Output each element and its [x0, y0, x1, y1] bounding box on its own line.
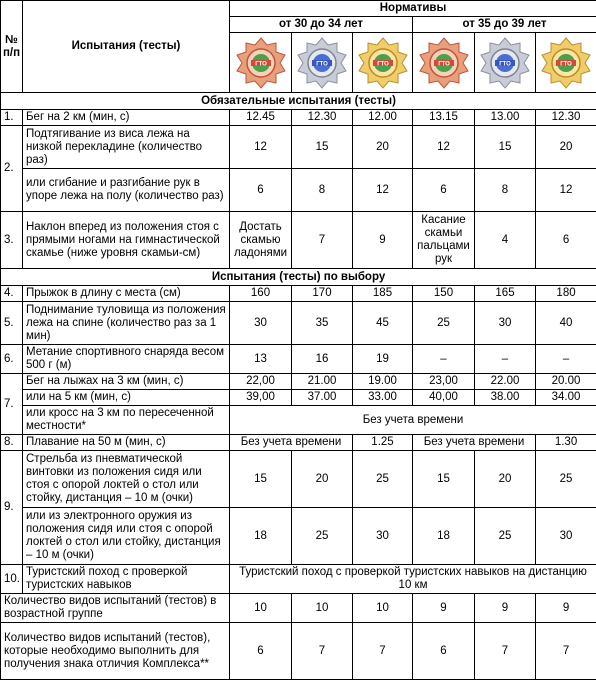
value-cell: 39,00: [230, 390, 292, 406]
badge-cell: [475, 33, 536, 93]
value-cell: 150: [413, 286, 475, 302]
svg-text:ГТО: ГТО: [560, 61, 572, 67]
normatives-header: Нормативы: [230, 1, 596, 17]
value-cell: 7: [292, 212, 353, 269]
value-cell: 16: [292, 345, 353, 374]
age-group-35-39: от 35 до 39 лет: [413, 17, 596, 33]
value-cell: 6: [230, 169, 292, 212]
value-cell: 13.00: [475, 110, 536, 126]
value-cell: 6: [536, 212, 596, 269]
value-cell: 15: [292, 126, 353, 169]
row-number: 4.: [1, 286, 23, 302]
age-group-30-34: от 30 до 34 лет: [230, 17, 413, 33]
optional-section-header: Испытания (тесты) по выбору: [1, 269, 596, 286]
bronze-badge-icon: [418, 37, 470, 89]
number-column-header: № п/п: [1, 1, 23, 93]
bronze-badge-icon: [235, 37, 287, 89]
value-cell: 8: [475, 169, 536, 212]
value-cell: 165: [475, 286, 536, 302]
value-cell: 35: [292, 302, 353, 345]
row-number: 6.: [1, 345, 23, 374]
value-cell: 6: [413, 623, 475, 680]
test-name: Метание спортивного снаряда весом 500 г (м): [23, 345, 230, 374]
row-number: 7.: [1, 374, 23, 435]
value-cell: 12: [353, 169, 413, 212]
value-cell: 21.00: [292, 374, 353, 390]
value-cell: 30: [353, 508, 413, 565]
value-cell: 6: [230, 623, 292, 680]
value-cell: 19: [353, 345, 413, 374]
value-cell: 12: [413, 126, 475, 169]
test-name: Подтягивание из виса лежа на низкой перекладине (количество раз): [23, 126, 230, 169]
row-number: 5.: [1, 302, 23, 345]
merged-value-cell: Без учета времени: [230, 435, 353, 451]
value-cell: 20: [353, 126, 413, 169]
value-cell: 1.30: [536, 435, 596, 451]
test-name: Поднимание туловища из положения лежа на спине (количество раз за 1 мин): [23, 302, 230, 345]
value-cell: 10: [353, 594, 413, 623]
gold-badge-icon: [540, 37, 592, 89]
test-name: Наклон вперед из положения стоя с прямыми ногами на гимнастической скамье (ниже уровня скамьи-см): [23, 212, 230, 269]
value-cell: 12.45: [230, 110, 292, 126]
value-cell: 185: [353, 286, 413, 302]
value-cell: 13.15: [413, 110, 475, 126]
value-cell: 30: [230, 302, 292, 345]
value-cell: 34.00: [536, 390, 596, 406]
value-cell: 8: [292, 169, 353, 212]
value-cell: 9: [475, 594, 536, 623]
value-cell: –: [536, 345, 596, 374]
badge-cell: [353, 33, 413, 93]
row-number: 1.: [1, 110, 23, 126]
value-cell: 15: [230, 451, 292, 508]
value-cell: 12: [230, 126, 292, 169]
test-name: Туристский поход с проверкой туристских навыков: [23, 565, 230, 594]
value-cell: 170: [292, 286, 353, 302]
summary-label: Количество видов испытаний (тестов), которые необходимо выполнить для получения знака отличия Комплекса**: [1, 623, 230, 680]
value-cell: 33.00: [353, 390, 413, 406]
mandatory-section-header: Обязательные испытания (тесты): [1, 93, 596, 110]
value-cell: 18: [230, 508, 292, 565]
value-cell: 15: [475, 126, 536, 169]
value-cell: Касание скамьи пальцами рук: [413, 212, 475, 269]
test-name: Плавание на 50 м (мин, с): [23, 435, 230, 451]
value-cell: 20.00: [536, 374, 596, 390]
value-cell: 7: [353, 623, 413, 680]
value-cell: 25: [353, 451, 413, 508]
svg-text:ГТО: ГТО: [254, 61, 267, 67]
value-cell: 20: [292, 451, 353, 508]
value-cell: 30: [475, 302, 536, 345]
value-cell: 22,00: [230, 374, 292, 390]
value-cell: 4: [475, 212, 536, 269]
value-cell: 40,00: [413, 390, 475, 406]
row-number: 8.: [1, 435, 23, 451]
value-cell: 45: [353, 302, 413, 345]
merged-value-cell: Без учета времени: [230, 406, 596, 435]
value-cell: 38.00: [475, 390, 536, 406]
value-cell: 25: [475, 508, 536, 565]
value-cell: 7: [475, 623, 536, 680]
test-name: Бег на 2 км (мин, с): [23, 110, 230, 126]
value-cell: 1.25: [353, 435, 413, 451]
value-cell: 6: [413, 169, 475, 212]
value-cell: 7: [536, 623, 596, 680]
summary-label: Количество видов испытаний (тестов) в возрастной группе: [1, 594, 230, 623]
value-cell: 10: [230, 594, 292, 623]
test-name: или на 5 км (мин, с): [23, 390, 230, 406]
value-cell: 18: [413, 508, 475, 565]
value-cell: 12.00: [353, 110, 413, 126]
silver-badge-icon: [296, 37, 348, 89]
badge-cell: [230, 33, 292, 93]
badge-cell: [292, 33, 353, 93]
value-cell: 20: [536, 126, 596, 169]
gold-badge-icon: [357, 37, 409, 89]
tests-column-header: Испытания (тесты): [23, 1, 230, 93]
svg-text:ГТО: ГТО: [316, 61, 328, 67]
svg-text:ГТО: ГТО: [376, 61, 389, 67]
test-name: Стрельба из пневматической винтовки из положения сидя или стоя с опорой локтей о стол или стойку, дистанция – 10 м (очки): [23, 451, 230, 508]
merged-value-cell: Туристский поход с проверкой туристских навыков на дистанцию 10 км: [230, 565, 596, 594]
row-number: 3.: [1, 212, 23, 269]
value-cell: 9: [536, 594, 596, 623]
row-number: 2.: [1, 126, 23, 212]
value-cell: 23,00: [413, 374, 475, 390]
value-cell: 25: [413, 302, 475, 345]
value-cell: –: [475, 345, 536, 374]
value-cell: 9: [353, 212, 413, 269]
test-name: Прыжок в длину с места (см): [23, 286, 230, 302]
row-number: 10.: [1, 565, 23, 594]
value-cell: 40: [536, 302, 596, 345]
badge-cell: [536, 33, 596, 93]
value-cell: 30: [536, 508, 596, 565]
value-cell: 12.30: [292, 110, 353, 126]
value-cell: 12: [536, 169, 596, 212]
value-cell: 12.30: [536, 110, 596, 126]
merged-value-cell: Без учета времени: [413, 435, 536, 451]
value-cell: Достать скамью ладонями: [230, 212, 292, 269]
value-cell: 160: [230, 286, 292, 302]
test-name: или из электронного оружия из положения сидя или стоя с опорой локтей о стол или стойку, дистанция – 10 м (очки): [23, 508, 230, 565]
value-cell: 7: [292, 623, 353, 680]
value-cell: 19.00: [353, 374, 413, 390]
svg-text:ГТО: ГТО: [499, 61, 511, 67]
value-cell: 9: [413, 594, 475, 623]
svg-text:ГТО: ГТО: [437, 61, 450, 67]
badge-cell: [413, 33, 475, 93]
value-cell: 13: [230, 345, 292, 374]
test-name: Бег на лыжах на 3 км (мин, с): [23, 374, 230, 390]
value-cell: 25: [292, 508, 353, 565]
value-cell: 25: [536, 451, 596, 508]
row-number: 9.: [1, 451, 23, 565]
value-cell: 180: [536, 286, 596, 302]
value-cell: 22.00: [475, 374, 536, 390]
value-cell: 37.00: [292, 390, 353, 406]
value-cell: 15: [413, 451, 475, 508]
value-cell: 10: [292, 594, 353, 623]
test-name: или кросс на 3 км по пересеченной местности*: [23, 406, 230, 435]
value-cell: 20: [475, 451, 536, 508]
test-name: или сгибание и разгибание рук в упоре лежа на полу (количество раз): [23, 169, 230, 212]
silver-badge-icon: [479, 37, 531, 89]
value-cell: –: [413, 345, 475, 374]
